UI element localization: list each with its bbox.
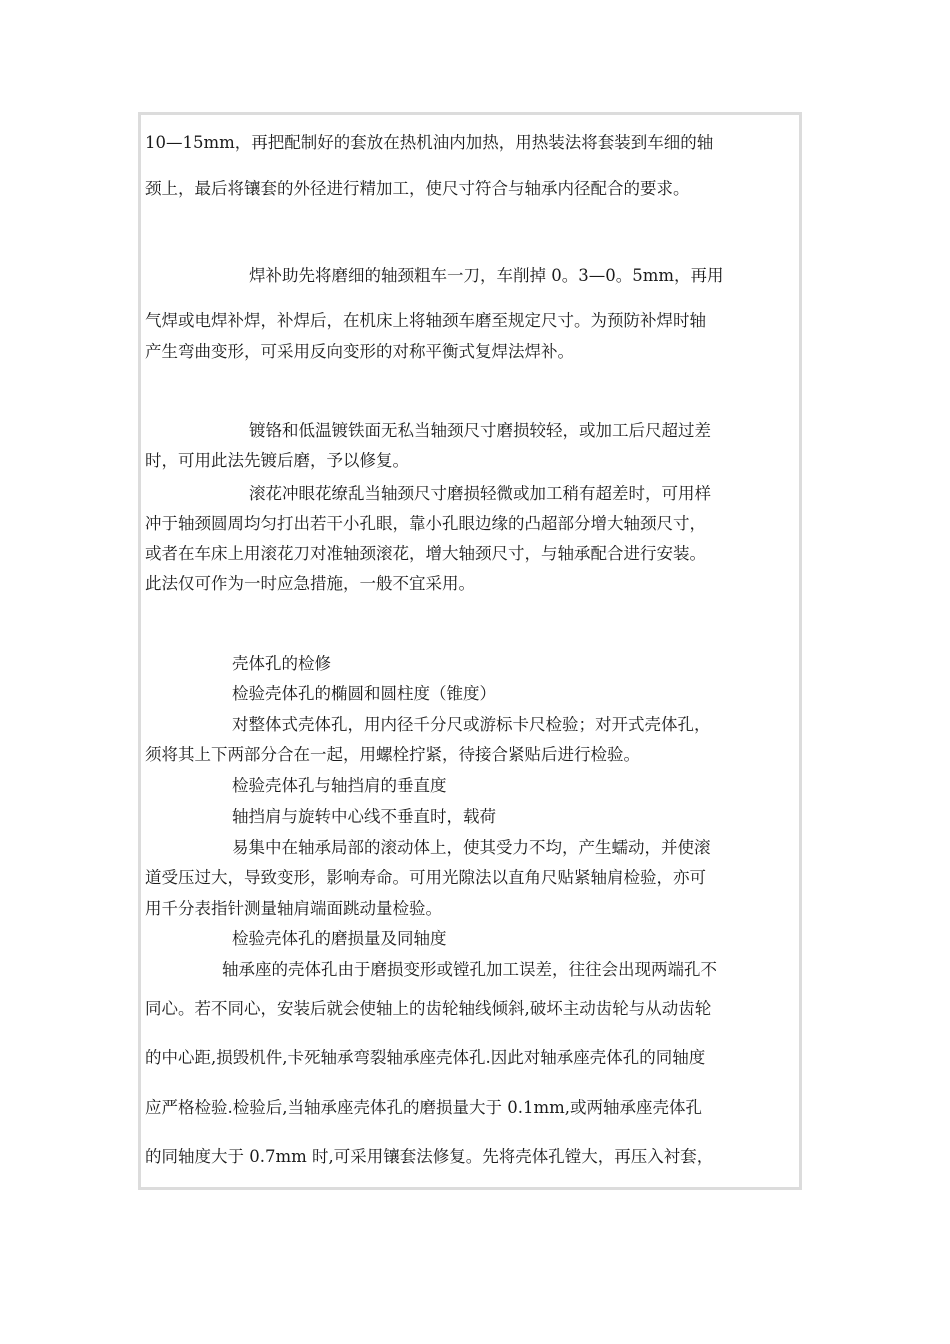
text-line: 滚花冲眼花缭乱当轴颈尺寸磨损轻微或加工稍有超差时，可用样 xyxy=(249,484,711,503)
text-line: 气焊或电焊补焊，补焊后，在机床上将轴颈车磨至规定尺寸。为预防补焊时轴 xyxy=(145,311,706,330)
text-line: 对整体式壳体孔，用内径千分尺或游标卡尺检验；对开式壳体孔， xyxy=(232,715,711,734)
subsection-heading: 检验壳体孔的磨损量及同轴度 xyxy=(232,929,447,948)
text-line: 焊补助先将磨细的轴颈粗车一刀，车削掉 0。3—0。5mm，再用 xyxy=(249,266,724,285)
text-line: 产生弯曲变形，可采用反向变形的对称平衡式复焊法焊补。 xyxy=(145,342,574,361)
text-line: 或者在车床上用滚花刀对准轴颈滚花，增大轴颈尺寸，与轴承配合进行安装。 xyxy=(145,544,706,563)
text-line: 的同轴度大于 0.7mm 时,可采用镶套法修复。先将壳体孔镗大，再压入衬套， xyxy=(145,1147,714,1166)
subsection-heading: 检验壳体孔的椭圆和圆柱度（锥度） xyxy=(232,684,496,703)
text-line: 应严格检验.检验后,当轴承座壳体孔的磨损量大于 0.1mm,或两轴承座壳体孔 xyxy=(145,1098,703,1117)
text-line: 10—15mm，再把配制好的套放在热机油内加热，用热装法将套装到车细的轴 xyxy=(145,133,714,152)
text-line: 须将其上下两部分合在一起，用螺栓拧紧，待接合紧贴后进行检验。 xyxy=(145,745,640,764)
text-line: 易集中在轴承局部的滚动体上，使其受力不均，产生蠕动，并使滚 xyxy=(232,838,711,857)
text-line: 镀铬和低温镀铁面无私当轴颈尺寸磨损较轻，或加工后尺超过差 xyxy=(249,421,711,440)
section-heading: 壳体孔的检修 xyxy=(232,654,331,673)
text-line: 同心。若不同心，安装后就会使轴上的齿轮轴线倾斜,破坏主动齿轮与从动齿轮 xyxy=(145,999,712,1018)
text-line: 时，可用此法先镀后磨，予以修复。 xyxy=(145,451,409,470)
text-line: 此法仅可作为一时应急措施，一般不宜采用。 xyxy=(145,574,475,593)
text-line: 用千分表指针测量轴肩端面跳动量检验。 xyxy=(145,899,442,918)
subsection-heading: 检验壳体孔与轴挡肩的垂直度 xyxy=(232,776,447,795)
text-line: 道受压过大，导致变形，影响寿命。可用光隙法以直角尺贴紧轴肩检验，亦可 xyxy=(145,868,706,887)
text-line: 轴承座的壳体孔由于磨损变形或镗孔加工误差，往往会出现两端孔不 xyxy=(222,960,717,979)
text-line: 颈上，最后将镶套的外径进行精加工，使尺寸符合与轴承内径配合的要求。 xyxy=(145,179,690,198)
text-line: 轴挡肩与旋转中心线不垂直时，载荷 xyxy=(232,807,496,826)
text-line: 冲于轴颈圆周均匀打出若干小孔眼，靠小孔眼边缘的凸超部分增大轴颈尺寸， xyxy=(145,514,706,533)
text-line: 的中心距,损毁机件,卡死轴承弯裂轴承座壳体孔.因此对轴承座壳体孔的同轴度 xyxy=(145,1048,706,1067)
